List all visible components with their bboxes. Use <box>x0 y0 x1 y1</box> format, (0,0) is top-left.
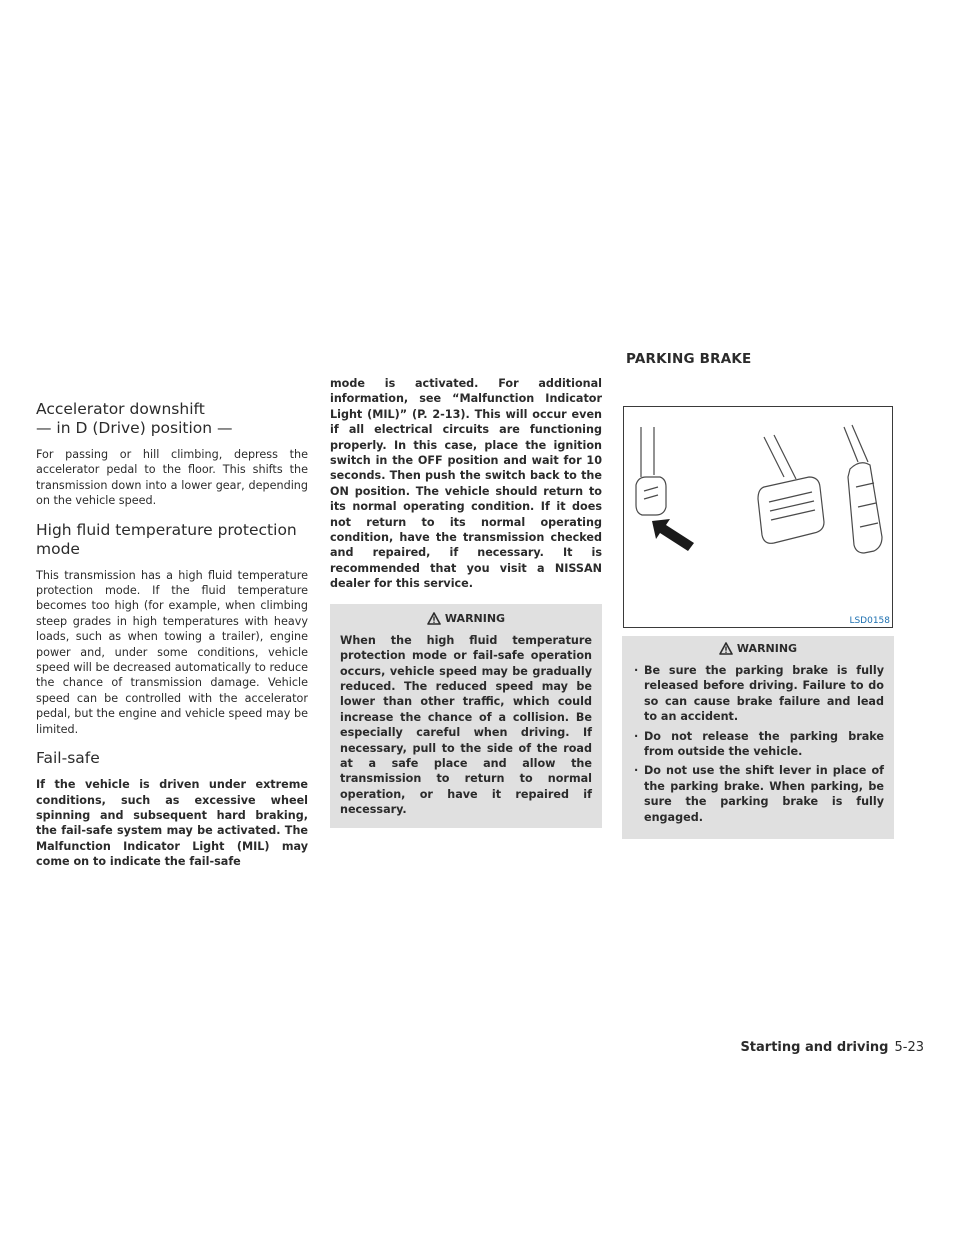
warning-triangle-icon <box>719 642 733 655</box>
paragraph-fluid-temp: This transmission has a high fluid temperature protection mode. If the fluid temperature becomes too high (for example, when climbing steep grades in high temperatures with heavy loads, such as when towing a trailer), engine power and, under some conditions, vehicle speed will be decreased automatically to reduce the chance of transmission damage. Vehicle speed can be controlled with the accelerator pedal, but the engine and vehicle speed may be limited. <box>36 568 308 736</box>
warning-box-fluid <box>330 604 602 828</box>
parking-brake-figure <box>623 406 893 628</box>
column-middle <box>330 376 602 828</box>
column-right <box>622 636 894 839</box>
warning-text: When the high fluid temperature protection mode or fail-safe operation occurs, vehicle speed may be gradually reduced. The reduced speed may be lower than other traffic, which could increase the chance of a collision. Be especially careful when driving. If necessary, pull to the side of the road at a safe place and allow the transmission to return to normal operation, or have it repaired if necessary. <box>340 633 592 817</box>
page-number: 5-23 <box>894 1040 924 1055</box>
footer-section-name: Starting and driving <box>740 1040 889 1055</box>
paragraph-fail-safe-cont: mode is activated. For additional information, see “Malfunction Indicator Light (MIL)” (P. 2-13). This will occur even if all electrical circuits are functioning properly. In this case, place the ignition switch in the OFF position and wait for 10 seconds. Then push the switch back to the ON position. The vehicle should return to its normal operating condition. If it does not return to its normal operating condition, have the transmission checked and repaired, if necessary. It is recommended that you visit a NISSAN dealer for this service. <box>330 377 602 591</box>
heading-accelerator-downshift <box>36 400 308 438</box>
warning-item-text: Do not release the parking brake from outside the vehicle. <box>644 729 884 759</box>
warning-item-text: Be sure the parking brake is fully released before driving. Failure to do so can cause brake failure and lead to an accident. <box>644 664 884 724</box>
page-footer <box>740 1040 924 1055</box>
warning-box-parking <box>622 636 894 839</box>
heading-fluid-temp <box>36 521 308 559</box>
warning-list-item: · Be sure the parking brake is fully released before driving. Failure to do so can cause brake failure and lead to an accident. <box>634 664 884 724</box>
heading-fail-safe: Fail-safe <box>36 749 100 768</box>
column-left <box>36 400 308 882</box>
heading-line: Accelerator downshift <box>36 400 205 418</box>
warning-list-item: · Do not use the shift lever in place of the parking brake. When parking, be sure the parking brake is fully engaged. <box>634 764 884 824</box>
warning-triangle-icon <box>427 612 441 625</box>
warning-item-text: Do not use the shift lever in place of the parking brake. When parking, be sure the parking brake is fully engaged. <box>644 764 884 824</box>
arrow-icon <box>652 519 694 551</box>
paragraph-accelerator: For passing or hill climbing, depress the accelerator pedal to the floor. This shifts the transmission down into a lower gear, depending on the vehicle speed. <box>36 448 308 508</box>
warning-label: WARNING <box>444 611 506 625</box>
heading-line: High fluid temperature protection <box>36 520 297 539</box>
warning-list <box>632 663 884 825</box>
pedal-illustration <box>624 407 892 627</box>
warning-header <box>632 642 884 655</box>
paragraph-fail-safe: If the vehicle is driven under extreme conditions, such as excessive wheel spinning and subsequent hard braking, the fail-safe system may be activated. The Malfunction Indicator Light (MIL) may come on to indicate the fail-safe <box>36 778 308 869</box>
warning-list-item: · Do not release the parking brake from outside the vehicle. <box>634 729 884 759</box>
section-title-parking-brake: PARKING BRAKE <box>626 351 752 367</box>
warning-header <box>340 612 592 625</box>
heading-line: mode <box>36 539 80 558</box>
figure-label: LSD0158 <box>849 616 890 626</box>
warning-label: WARNING <box>736 642 798 655</box>
heading-line: — in D (Drive) position — <box>36 419 233 437</box>
